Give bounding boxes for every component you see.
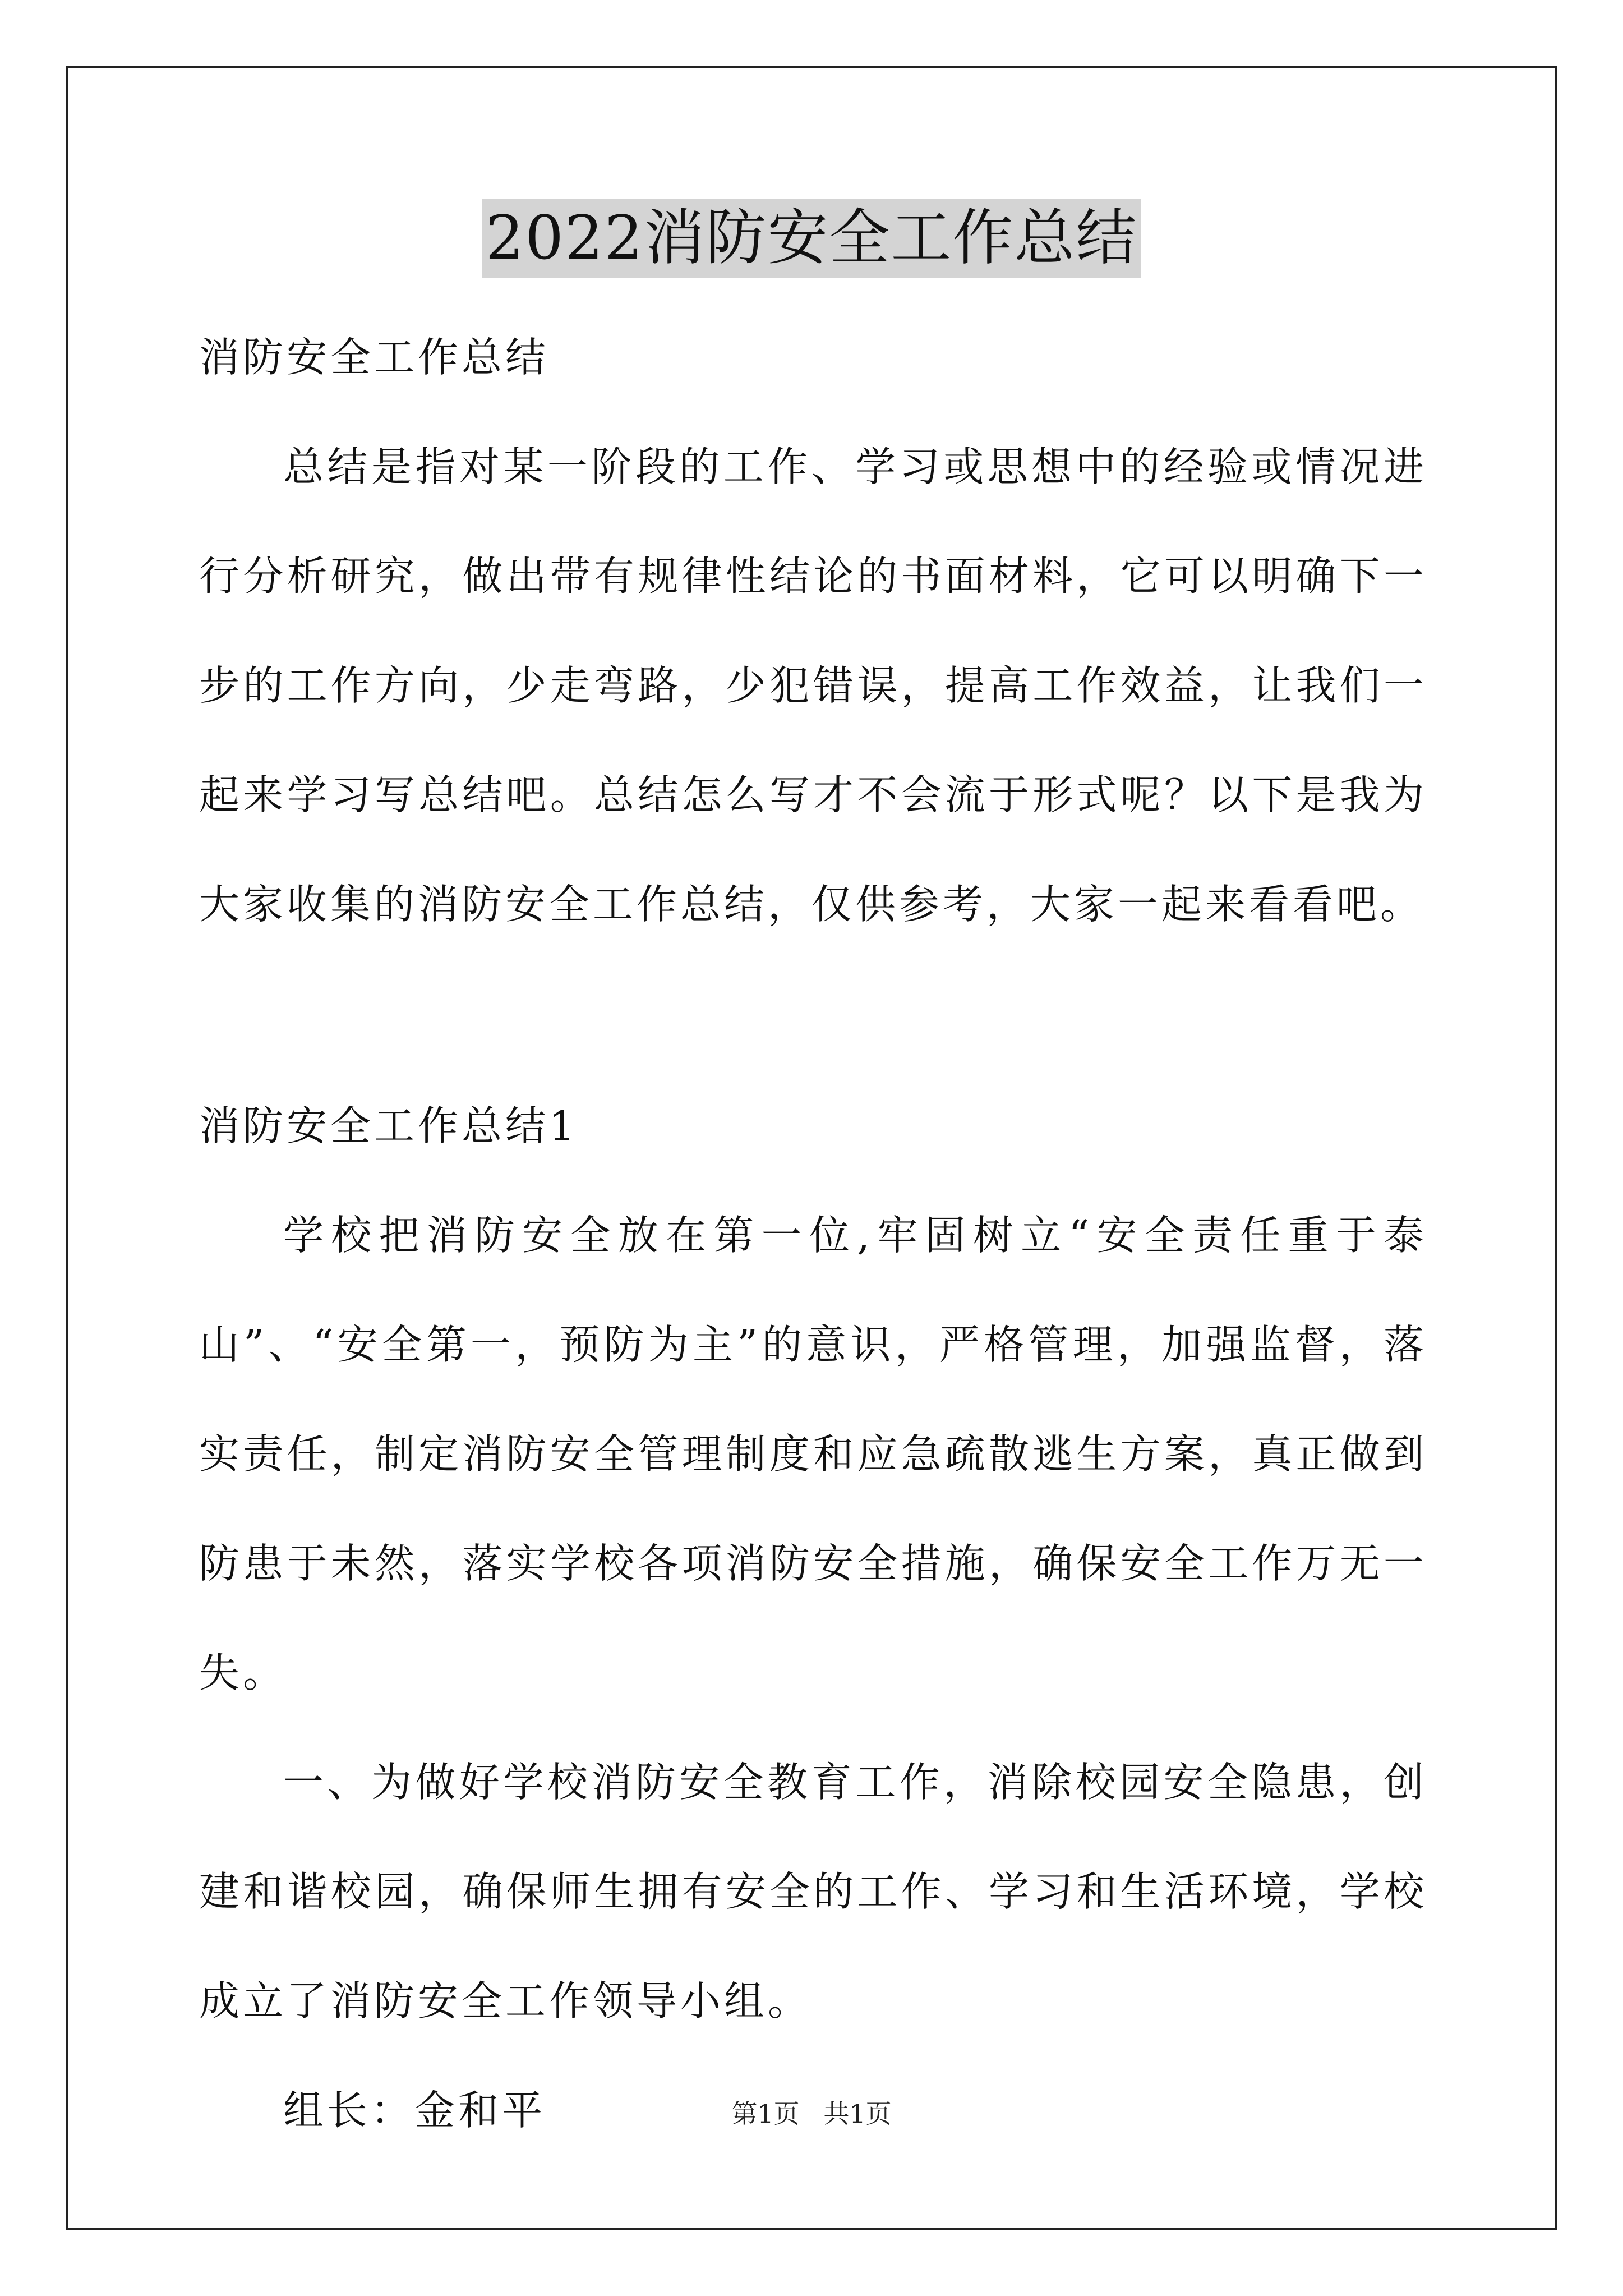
page-total: 共1页 <box>823 2099 892 2129</box>
body-paragraph: 组长：金和平 <box>283 2087 546 2134</box>
section-heading-1: 消防安全工作总结1 <box>199 1102 578 1149</box>
body-paragraph: 学校把消防安全放在第一位,牢固树立“安全责任重于泰山”、“安全第一，预防为主”的意识，严格管理，加强监督，落实责任，制定消防安全管理制度和应急疏散逃生方案，真正做到防患于未然，落实学校各项消防安全措施，确保安全工作万无一失。 <box>199 1212 1427 1696</box>
body-paragraph: 一、为做好学校消防安全教育工作，消除校园安全隐患，创建和谐校园，确保师生拥有安全的工作、学习和生活环境，学校成立了消防安全工作领导小组。 <box>199 1759 1427 2024</box>
intro-paragraph: 总结是指对某一阶段的工作、学习或思想中的经验或情况进行分析研究，做出带有规律性结论的书面材料，它可以明确下一步的工作方向，少走弯路，少犯错误，提高工作效益，让我们一起来学习写总结吧。总结怎么写才不会流于形式呢？以下是我为大家收集的消防安全工作总结，仅供参考，大家一起来看看吧。 <box>199 443 1427 928</box>
page-footer <box>0 2097 1623 2131</box>
page-number: 第1页 <box>731 2099 800 2129</box>
spacer <box>199 959 1427 1071</box>
section-heading: 消防安全工作总结 <box>199 334 550 381</box>
document-body <box>199 303 1427 2165</box>
title-container <box>0 199 1623 278</box>
document-title: 2022消防安全工作总结 <box>482 199 1141 278</box>
